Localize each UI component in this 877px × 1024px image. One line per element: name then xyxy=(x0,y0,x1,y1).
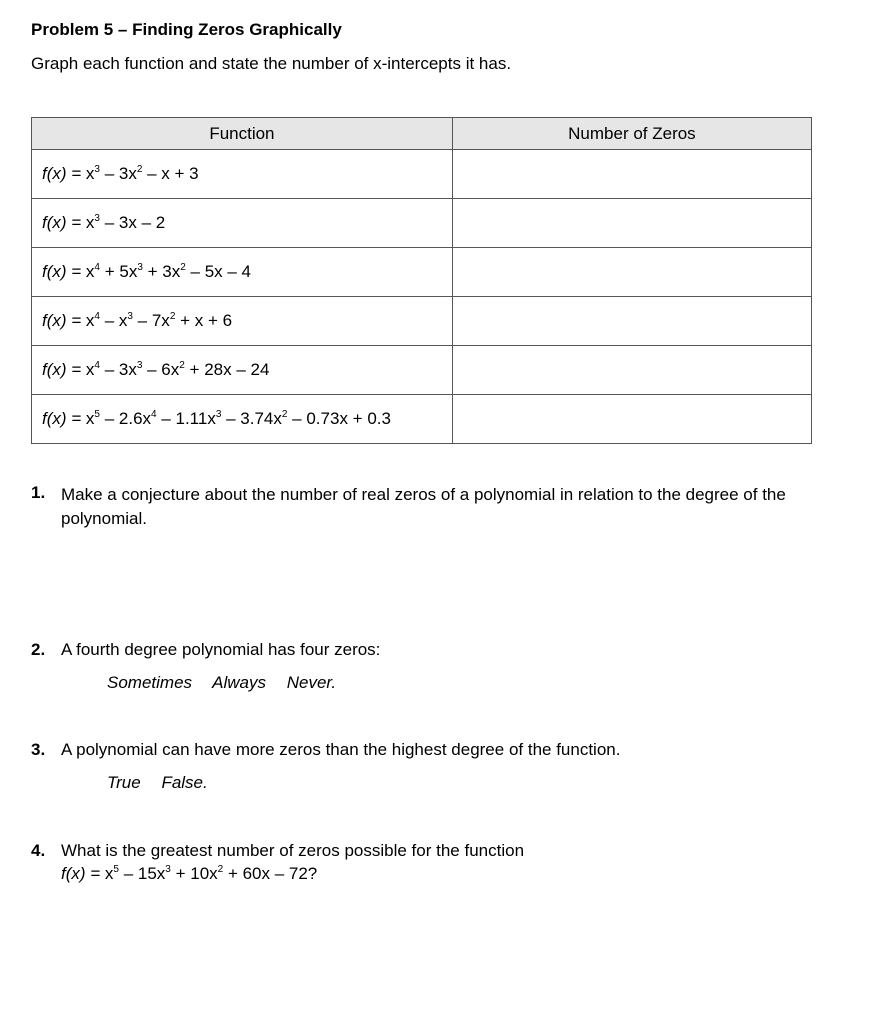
question-1 xyxy=(31,483,801,531)
page-title: Problem 5 – Finding Zeros Graphically xyxy=(31,20,342,39)
zeros-answer-cell[interactable] xyxy=(452,150,811,199)
choice-always[interactable]: Always xyxy=(212,673,266,692)
question-4 xyxy=(31,841,524,861)
question-number: 4. xyxy=(31,841,46,860)
function-cell xyxy=(32,199,453,248)
question-text: What is the greatest number of zeros possible for the function xyxy=(61,841,525,860)
instructions: Graph each function and state the number of x-intercepts it has. xyxy=(31,54,512,73)
question-2-choices xyxy=(107,673,352,693)
function-expression: $f(x) = x^3 - 3x^2 - x + 3$ xyxy=(42,164,199,183)
table-row xyxy=(32,346,812,395)
function-expression: $f(x) = x^4 - 3x^3 - 6x^2 + 28x - 24$ xyxy=(42,360,270,379)
function-cell xyxy=(32,150,453,199)
function-cell xyxy=(32,346,453,395)
question-3 xyxy=(31,740,620,760)
table-row xyxy=(32,297,812,346)
table-row xyxy=(32,248,812,297)
table-row xyxy=(32,395,812,444)
question-text: Make a conjecture about the number of real zeros of a polynomial in relation to the degree of the polynomial. xyxy=(61,485,786,528)
header-number-of-zeros: Number of Zeros xyxy=(452,118,811,150)
question-text: A polynomial can have more zeros than the highest degree of the function. xyxy=(61,740,621,759)
zeros-answer-cell[interactable] xyxy=(452,346,811,395)
choice-sometimes[interactable]: Sometimes xyxy=(107,673,193,692)
zeros-answer-cell[interactable] xyxy=(452,199,811,248)
question-number: 3. xyxy=(31,740,46,759)
header-function: Function xyxy=(32,118,453,150)
choice-true[interactable]: True xyxy=(107,773,141,792)
question-number: 2. xyxy=(31,640,46,659)
question-4-function: $f(x) = x^5 - 15x^3 + 10x^2 + 60x - 72$? xyxy=(61,864,318,883)
question-text: A fourth degree polynomial has four zeros: xyxy=(61,640,381,659)
function-cell xyxy=(32,395,453,444)
choice-false[interactable]: False. xyxy=(161,773,208,792)
question-number: 1. xyxy=(31,483,46,502)
function-expression: $f(x) = x^3 - 3x - 2$ xyxy=(42,213,166,232)
function-cell xyxy=(32,297,453,346)
question-2 xyxy=(31,640,380,660)
zeros-answer-cell[interactable] xyxy=(452,297,811,346)
function-expression: $f(x) = x^5 - 2.6x^4 - 1.11x^3 - 3.74x^2 - 0.73x + 0.3$ xyxy=(42,409,391,428)
question-3-choices xyxy=(107,773,224,793)
table-header-row xyxy=(32,118,812,150)
zeros-answer-cell[interactable] xyxy=(452,248,811,297)
zeros-answer-cell[interactable] xyxy=(452,395,811,444)
function-expression: $f(x) = x^4 - x^3 - 7x^2 + x + 6$ xyxy=(42,311,233,330)
choice-never[interactable]: Never. xyxy=(286,673,337,692)
table-row xyxy=(32,199,812,248)
functions-table xyxy=(31,117,812,444)
function-expression: $f(x) = x^4 + 5x^3 + 3x^2 - 5x - 4$ xyxy=(42,262,252,281)
table-row xyxy=(32,150,812,199)
function-cell xyxy=(32,248,453,297)
